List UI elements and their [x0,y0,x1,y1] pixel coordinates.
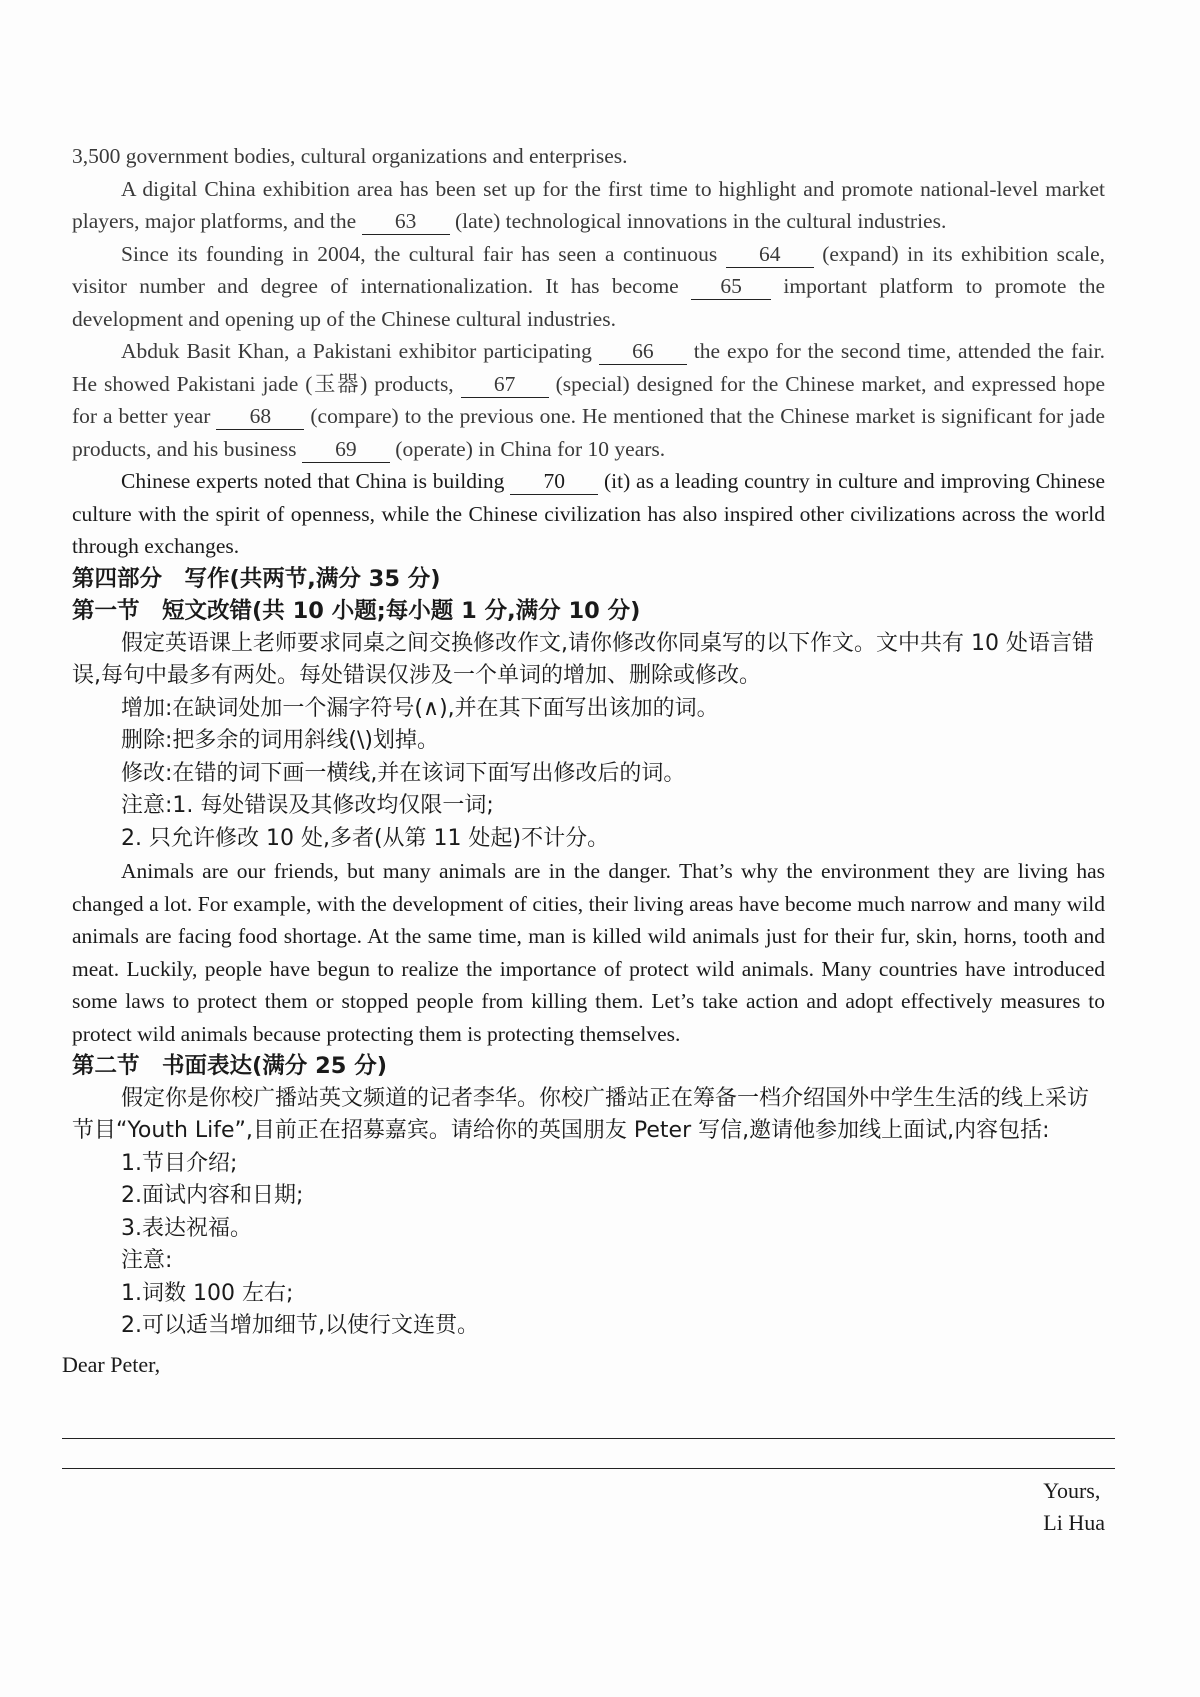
blank-69: 69 [302,436,390,463]
rule-note-2: 2. 只允许修改 10 处,多者(从第 11 处起)不计分。 [121,825,610,851]
blank-64: 64 [726,241,814,268]
closing-yours: Yours, [1043,1478,1101,1503]
letter-closing [1043,1475,1105,1539]
section2-instructions: 假定你是你校广播站英文频道的记者李华。你校广播站正在筹备一档介绍国外中学生生活的线上采访节目“Youth Life”,目前正在招募嘉宾。请给你的英国朋友 Peter 写信,邀请他参加线上面试,内容包括: [72,1085,1090,1143]
blank-63: 63 [362,208,450,235]
error-correction-essay: Animals are our friends, but many animals are in the danger. That’s why the environment they are living has changed a lot. For example, with the development of cities, their living areas have become much narrow and many wild animals are facing food shortage. At the same time, man is killed wild animals just for their fur, skin, horns, tooth and meat. Luckily, people have begun to realize the importance of protect wild animals. Many countries have introduced some laws to protect them or stopped people from killing them. Let’s take action and adopt effectively measures to protect wild animals because protecting them is protecting themselves. [72,859,1105,1046]
blank-67: 67 [461,371,549,398]
section2-heading: 第二节 书面表达(满分 25 分) [72,1053,388,1079]
content-item-3: 3.表达祝福。 [121,1215,252,1241]
letter-salutation: Dear Peter, [62,1351,161,1377]
passage-para-2 [72,238,1105,336]
passage-text: Since its founding in 2004, the cultural fair has seen a continuous [121,241,718,266]
passage-text: (operate) in China for 10 years. [395,436,666,461]
passage-text: important platform to promote the development and opening up of the Chinese cultural industries. [72,274,1106,331]
passage-text: (special) designed for the Chinese market, and expressed hope for a better year [72,371,1106,428]
rule-note-1: 注意:1. 每处错误及其修改均仅限一词; [121,793,494,818]
passage-text: 3,500 government bodies, cultural organizations and enterprises. [72,144,628,168]
passage-text: Chinese experts noted that China is building [121,469,505,493]
passage-text: the expo for the second time, attended the fair. He showed Pakistani jade (玉器) products, [72,339,1105,396]
writing-line-2 [62,1468,1115,1469]
note-heading: 注意: [121,1248,173,1273]
rule-delete: 删除:把多余的词用斜线(\)划掉。 [121,728,439,753]
writing-line-1 [62,1438,1115,1439]
rule-add: 增加:在缺词处加一个漏字符号(∧),并在其下面写出该加的词。 [121,695,719,721]
passage-text: A digital China exhibition area has been set up for the first time to highlight and promote national-level market players, major platforms, and the [72,176,1105,233]
passage-para-4 [72,465,1105,563]
section1-heading: 第一节 短文改错(共 10 小题;每小题 1 分,满分 10 分) [72,598,641,624]
passage-text: (compare) to the previous one. He mentioned that the Chinese market is significant for jade products, and his business [72,404,1105,461]
passage-para-3 [72,335,1105,465]
blank-68: 68 [216,403,304,430]
content-item-1: 1.节目介绍; [121,1150,238,1176]
passage-para-0 [72,140,1105,173]
part4-heading: 第四部分 写作(共两节,满分 35 分) [72,565,441,592]
passage-para-1 [72,173,1105,238]
section1-instructions: 假定英语课上老师要求同桌之间交换修改作文,请你修改你同桌写的以下作文。文中共有 10 处语言错误,每句中最多有两处。每处错误仅涉及一个单词的增加、删除或修改。 [72,630,1094,688]
blank-66: 66 [599,338,687,365]
passage-text: (late) technological innovations in the cultural industries. [454,209,947,233]
blank-70: 70 [510,468,598,495]
rule-modify: 修改:在错的词下画一横线,并在该词下面写出修改后的词。 [121,760,686,786]
passage-text: Abduk Basit Khan, a Pakistani exhibitor participating [121,339,592,363]
passage-text: (expand) in its exhibition scale, visitor number and degree of internationalization. It has become [72,241,1105,298]
closing-name: Li Hua [1043,1510,1105,1535]
note-item-1: 1.词数 100 左右; [121,1280,294,1306]
blank-65: 65 [691,273,771,300]
passage-text: (it) as a leading country in culture and improving Chinese culture with the spirit of openness, while the Chinese civilization has also inspired other civilizations across the world through exchanges. [72,469,1105,558]
content-item-2: 2.面试内容和日期; [121,1183,304,1208]
note-item-2: 2.可以适当增加细节,以使行文连贯。 [121,1313,479,1338]
